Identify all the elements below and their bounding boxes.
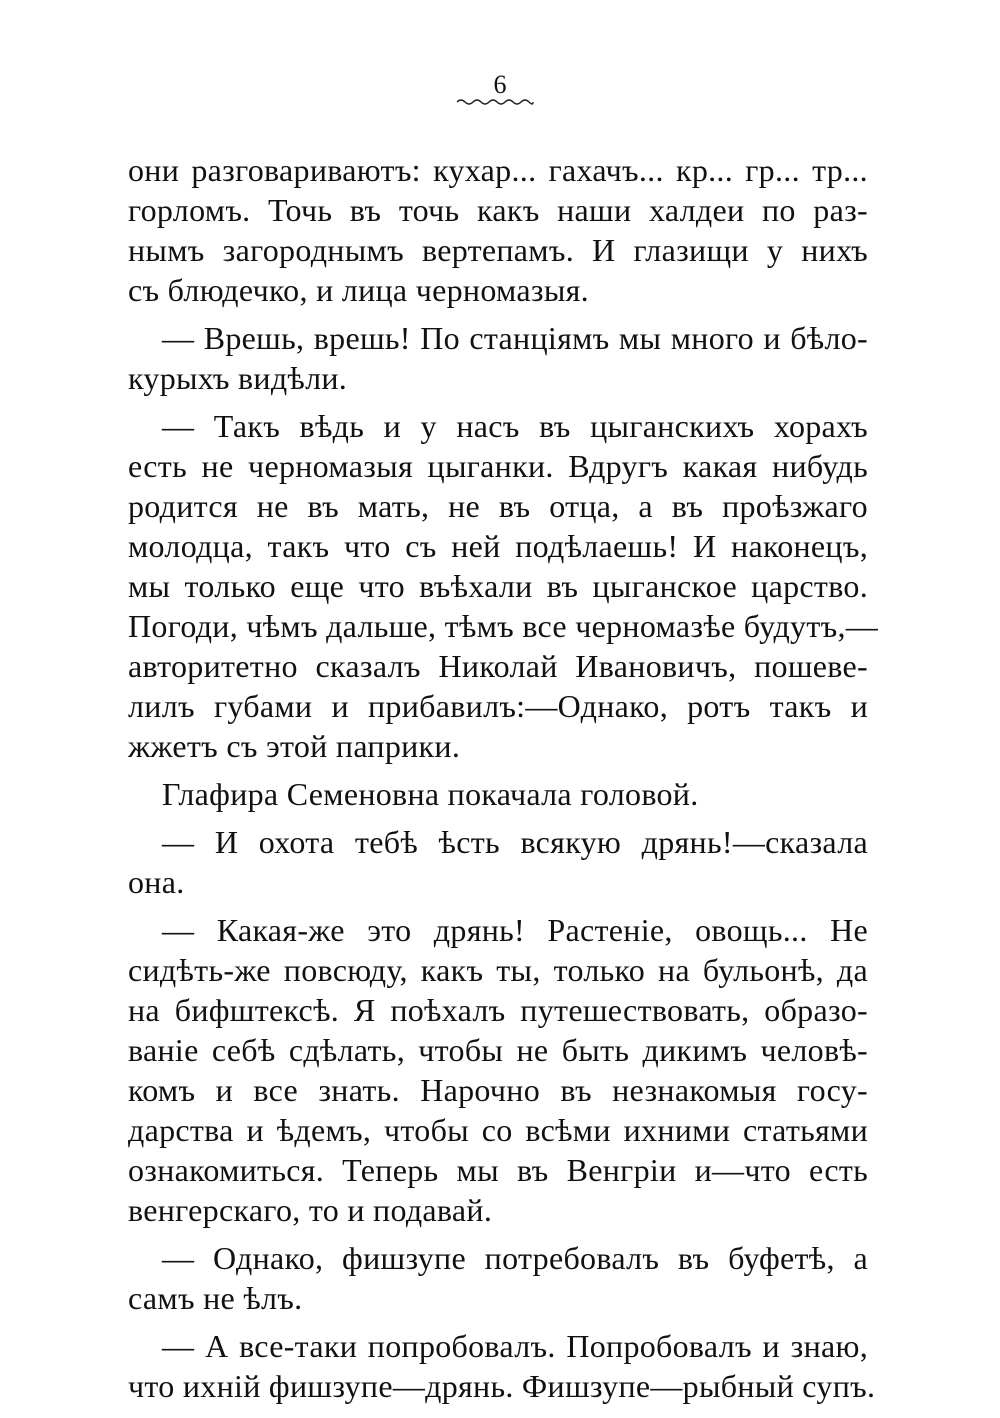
text-line: авторитетно сказалъ Николай Ивановичъ, пошеве- — [128, 648, 868, 684]
text-line: — Какая-же это дрянь! Растеніе, овощь... Не — [162, 912, 868, 948]
text-line: есть не черномазыя цыганки. Вдругъ какая нибудь — [128, 448, 868, 484]
text-line: — И охота тебѣ ѣсть всякую дрянь!—сказала — [162, 824, 868, 860]
text-line: — Однако, фишзупе потребовалъ въ буфетѣ, а — [162, 1240, 868, 1276]
text-line: сидѣть-же повсюду, какъ ты, только на бульонѣ, да — [128, 952, 868, 988]
text-line: — А все-таки попробовалъ. Попробовалъ и знаю, — [162, 1328, 868, 1364]
text-line: молодца, такъ что съ ней подѣлаешь! И наконецъ, — [128, 528, 868, 564]
text-line: Глафира Семеновна покачала головой. — [162, 776, 699, 812]
wavy-rule-ornament — [455, 96, 535, 108]
body-text — [128, 150, 879, 1406]
text-line: они разговариваютъ: кухар... гахачъ... кр... гр... тр... — [128, 152, 868, 188]
text-line: ваніе себѣ сдѣлать, чтобы не быть дикимъ человѣ- — [128, 1032, 868, 1068]
text-line: комъ и все знать. Нарочно въ незнакомыя госу- — [128, 1072, 868, 1108]
text-line: дарства и ѣдемъ, чтобы со всѣми ихними статьями — [128, 1112, 868, 1148]
text-line: Погоди, чѣмъ дальше, тѣмъ все черномазѣе будутъ,— — [128, 608, 879, 644]
text-line: курыхъ видѣли. — [128, 360, 348, 396]
text-line: лилъ губами и прибавилъ:—Однако, ротъ такъ и — [128, 688, 868, 724]
page-number: 6 — [493, 70, 507, 99]
text-line: — Такъ вѣдь и у насъ въ цыганскихъ хорахъ — [162, 408, 868, 444]
text-line: венгерскаго, то и подавай. — [128, 1192, 493, 1228]
text-line: съ блюдечко, и лица черномазыя. — [128, 272, 589, 308]
text-line: — Врешь, врешь! По станціямъ мы много и бѣло- — [162, 320, 868, 356]
text-line: нымъ загороднымъ вертепамъ. И глазищи у нихъ — [128, 232, 868, 268]
text-line: самъ не ѣлъ. — [128, 1280, 303, 1316]
text-line: жжетъ съ этой паприки. — [128, 728, 461, 764]
text-line: что ихній фишзупе—дрянь. Фишзупе—рыбный супъ. — [128, 1368, 876, 1404]
text-line: родится не въ мать, не въ отца, а въ проѣзжаго — [128, 488, 868, 524]
text-line: мы только еще что въѣхали въ цыганское царство. — [128, 568, 868, 604]
text-line: на бифштексѣ. Я поѣхалъ путешествовать, образо- — [128, 992, 868, 1028]
text-line: ознакомиться. Теперь мы въ Венгріи и—что есть — [128, 1152, 868, 1188]
text-line: горломъ. Точь въ точь какъ наши халдеи по раз- — [128, 192, 868, 228]
text-line: она. — [128, 864, 185, 900]
